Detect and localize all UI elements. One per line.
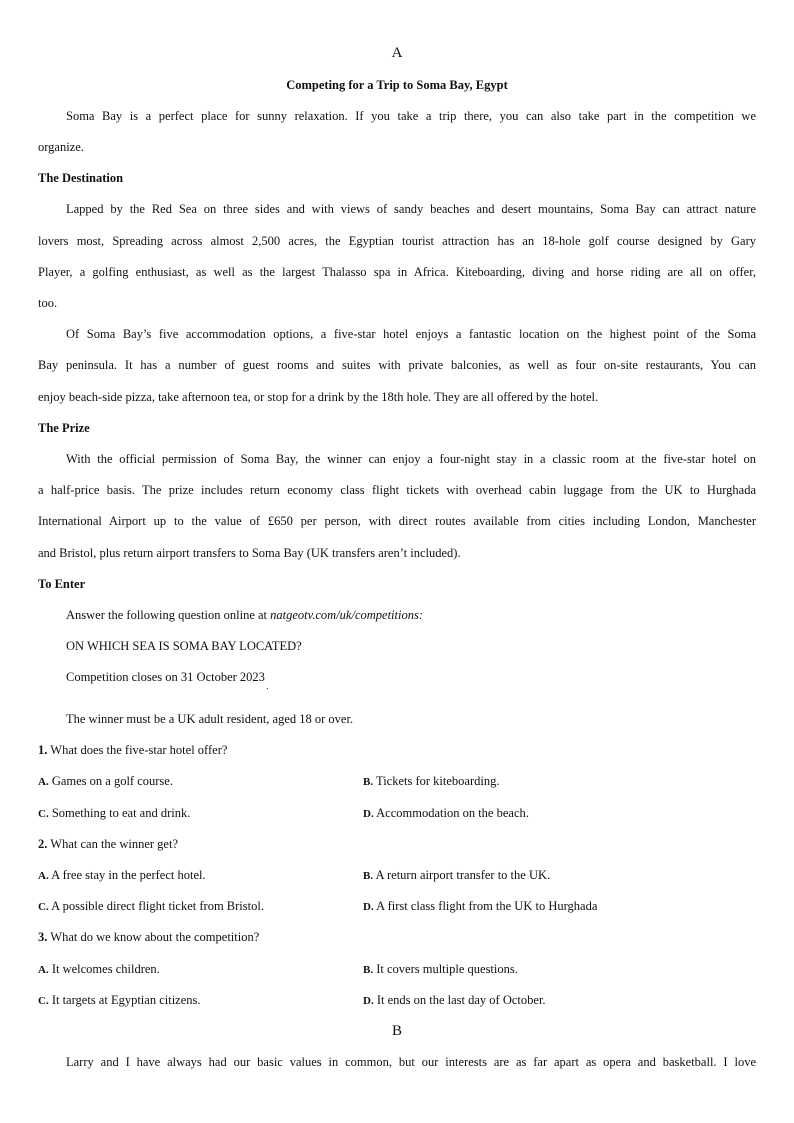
destination-p2-line-2: Bay peninsula. It has a number of guest rooms and suites with private balconies, as well as four on-site restaurants, You can [38, 358, 756, 372]
q3-option-d[interactable] [363, 993, 546, 1008]
enter-winner: The winner must be a UK adult resident, aged 18 or over. [66, 712, 354, 726]
enter-closes-mark: . [266, 681, 269, 691]
question-3-stem [38, 930, 756, 945]
q2-option-b-letter: B. [363, 870, 374, 882]
q1-option-d[interactable] [363, 806, 529, 821]
prize-line-1: With the official permission of Soma Bay, the winner can enjoy a four-night stay in a classic room at the five-star hotel on [66, 452, 756, 466]
q2-option-d-text: A first class flight from the UK to Hurghada [376, 899, 598, 913]
q3-option-a-letter: A. [38, 964, 49, 976]
destination-p1-line-1: Lapped by the Red Sea on three sides and with views of sandy beaches and desert mountains, Soma Bay can attract nature [66, 202, 756, 216]
intro-line-2: organize. [38, 140, 84, 154]
question-2-text: What can the winner get? [50, 837, 178, 851]
destination-p1-line-4: too. [38, 296, 58, 310]
q2-option-c-letter: C. [38, 901, 49, 913]
question-3-text: What do we know about the competition? [50, 930, 260, 944]
question-1-text: What does the five-star hotel offer? [50, 743, 228, 757]
q1-option-b[interactable] [363, 774, 499, 789]
destination-p1-line-2: lovers most, Spreading across almost 2,500 acres, the Egyptian tourist attraction has an 18-hole golf course designed by Gary [38, 234, 756, 248]
q3-option-a[interactable] [38, 962, 160, 977]
prize-heading: The Prize [38, 421, 90, 435]
q1-option-a-letter: A. [38, 776, 49, 788]
enter-question: ON WHICH SEA IS SOMA BAY LOCATED? [66, 639, 302, 653]
q1-option-d-text: Accommodation on the beach. [376, 806, 529, 820]
q3-option-b[interactable] [363, 962, 518, 977]
q3-option-c[interactable] [38, 993, 201, 1008]
q3-option-b-text: It covers multiple questions. [376, 962, 518, 976]
prize-line-4: and Bristol, plus return airport transfers to Soma Bay (UK transfers aren’t included). [38, 546, 461, 560]
prize-line-2: a half-price basis. The prize includes return economy class flight tickets with overhead cabin luggage from the UK to Hurghada [38, 483, 756, 497]
q2-option-a-text: A free stay in the perfect hotel. [51, 868, 206, 882]
q3-option-c-letter: C. [38, 995, 49, 1007]
question-3-number: 3. [38, 930, 48, 944]
section-a-title: Competing for a Trip to Soma Bay, Egypt [286, 78, 508, 92]
q1-option-c-letter: C. [38, 808, 49, 820]
prize-line-3: International Airport up to the value of £650 per person, with direct routes available from cities including London, Manchester [38, 514, 756, 528]
q3-option-d-text: It ends on the last day of October. [376, 993, 546, 1007]
q2-option-c-text: A possible direct flight ticket from Bristol. [51, 899, 264, 913]
competition-url: natgeotv.com/uk/competitions: [270, 608, 423, 622]
question-1-number: 1. [38, 743, 48, 757]
question-1-stem [38, 743, 756, 758]
q1-option-b-text: Tickets for kiteboarding. [376, 774, 500, 788]
q1-option-a[interactable] [38, 774, 173, 789]
q2-option-b-text: A return airport transfer to the UK. [375, 868, 551, 882]
section-b-line-1: Larry and I have always had our basic values in common, but our interests are as far apart as opera and basketball. I love [66, 1055, 756, 1069]
q2-option-d[interactable] [363, 899, 597, 914]
question-2-stem [38, 837, 756, 852]
q1-option-a-text: Games on a golf course. [51, 774, 173, 788]
intro-line-1: Soma Bay is a perfect place for sunny relaxation. If you take a trip there, you can also take part in the competition we [66, 109, 756, 123]
q1-option-c[interactable] [38, 806, 190, 821]
enter-instruction-text: Answer the following question online at [66, 608, 271, 622]
q2-option-a[interactable] [38, 868, 206, 883]
section-a-label: A [391, 45, 403, 61]
enter-closes-text: Competition closes on 31 October 2023 [66, 670, 265, 684]
q3-option-b-letter: B. [363, 964, 374, 976]
q3-option-d-letter: D. [363, 995, 374, 1007]
q1-option-c-text: Something to eat and drink. [51, 806, 191, 820]
section-b-label: B [391, 1023, 402, 1039]
destination-heading: The Destination [38, 171, 124, 185]
q1-option-d-letter: D. [363, 808, 374, 820]
enter-heading: To Enter [38, 577, 86, 591]
q2-option-d-letter: D. [363, 901, 374, 913]
q3-option-c-text: It targets at Egyptian citizens. [51, 993, 201, 1007]
q3-option-a-text: It welcomes children. [51, 962, 160, 976]
question-2-number: 2. [38, 837, 48, 851]
q2-option-a-letter: A. [38, 870, 49, 882]
enter-instruction [38, 608, 756, 623]
q2-option-c[interactable] [38, 899, 264, 914]
q2-option-b[interactable] [363, 868, 550, 883]
enter-closes [38, 670, 756, 691]
q1-option-b-letter: B. [363, 776, 374, 788]
destination-p2-line-3: enjoy beach-side pizza, take afternoon tea, or stop for a drink by the 18th hole. They are all offered by the hotel. [38, 390, 599, 404]
destination-p2-line-1: Of Soma Bay’s five accommodation options, a five-star hotel enjoys a fantastic location on the highest point of the Soma [66, 327, 756, 341]
destination-p1-line-3: Player, a golfing enthusiast, as well as the largest Thalasso spa in Africa. Kiteboarding, diving and horse riding are all on offer, [38, 265, 756, 279]
